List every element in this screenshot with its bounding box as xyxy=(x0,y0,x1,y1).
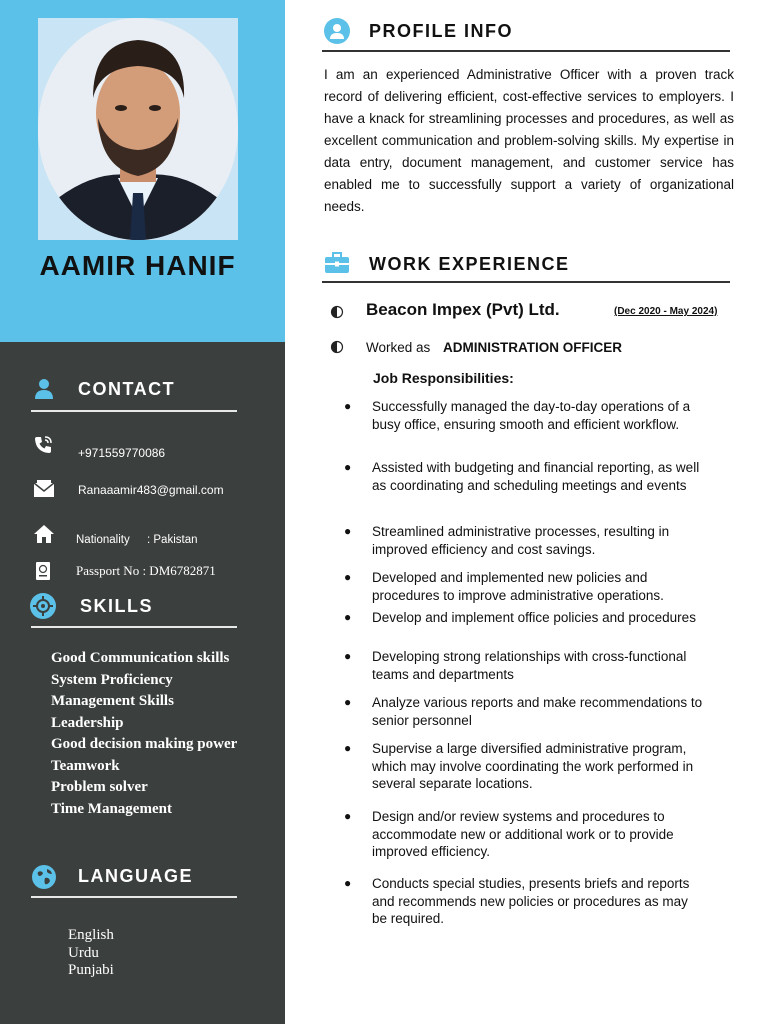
company-name: Beacon Impex (Pvt) Ltd. xyxy=(366,300,560,319)
skill-item: Teamwork xyxy=(51,757,120,774)
responsibilities-title: Job Responsibilities: xyxy=(373,370,514,386)
skill-item: Problem solver xyxy=(51,779,148,795)
home-icon xyxy=(33,524,55,549)
job-role: ADMINISTRATION OFFICER xyxy=(443,340,622,355)
passport-number: Passport No : DM6782871 xyxy=(76,563,216,578)
list-item: ● Develop and implement office policies and procedures xyxy=(344,610,696,625)
skill-item: System Proficiency xyxy=(51,671,173,688)
bullet-icon: ● xyxy=(344,809,352,823)
skills-title: SKILLS xyxy=(80,596,154,616)
language-item: Urdu xyxy=(68,944,99,961)
list-item: ● Successfully managed the day-to-day operations of a busy office, ensuring smooth and efficient workflow. xyxy=(344,399,691,432)
skills-list xyxy=(51,648,271,820)
mail-icon xyxy=(33,479,55,504)
skill-item: Good Communication skills xyxy=(51,650,230,666)
bullet-icon: ● xyxy=(344,524,352,538)
candidate-name: AAMIR HANIF xyxy=(39,250,236,281)
profile-divider xyxy=(322,50,730,52)
nationality-value: : Pakistan xyxy=(147,534,198,546)
skill-item: Good decision making power xyxy=(51,736,238,752)
list-item: ● Streamlined administrative processes, resulting in improved efficiency and cost savings. xyxy=(344,524,670,557)
language-list xyxy=(68,927,114,980)
employment-dates: (Dec 2020 - May 2024) xyxy=(614,306,718,317)
contact-email: Ranaaamir483@gmail.com xyxy=(78,483,224,497)
list-item: ● Developed and implemented new policies and procedures to improve administrative operations. xyxy=(344,570,664,603)
contact-divider xyxy=(31,410,237,412)
contact-title: CONTACT xyxy=(78,379,176,399)
language-item: Punjabi xyxy=(68,962,114,978)
work-title: WORK EXPERIENCE xyxy=(369,254,570,274)
bullet-icon: ● xyxy=(344,399,352,413)
briefcase-icon xyxy=(324,252,350,279)
contact-person-icon xyxy=(34,378,54,405)
language-item: English xyxy=(68,927,114,943)
contact-phone: +971559770086 xyxy=(78,446,166,460)
list-item: ● Supervise a large diversified administrative program, which may involve coordinating the work performed in several separate locations. xyxy=(344,741,694,791)
bullet-icon: ● xyxy=(344,695,352,709)
bullet-icon: ● xyxy=(344,610,352,624)
list-item: ● Assisted with budgeting and financial reporting, as well as coordinating and scheduling meetings and events xyxy=(344,460,700,493)
globe-icon xyxy=(31,864,57,895)
skill-item: Time Management xyxy=(51,800,172,817)
passport-icon xyxy=(35,561,51,586)
skills-divider xyxy=(31,626,237,628)
list-item: ● Design and/or review systems and procedures to accommodate new or additional work or to provide improved efficiency. xyxy=(344,809,674,859)
list-item: ● Developing strong relationships with cross-functional teams and departments xyxy=(344,649,687,682)
bullet-icon: ● xyxy=(344,649,352,663)
language-divider xyxy=(31,896,237,898)
worked-as-label: Worked as xyxy=(366,340,431,355)
bullet-icon: ● xyxy=(344,741,352,755)
language-title: LANGUAGE xyxy=(78,866,193,886)
profile-person-icon xyxy=(324,18,350,49)
phone-icon xyxy=(32,434,54,461)
work-divider xyxy=(322,281,730,283)
bullet-icon: ● xyxy=(344,570,352,584)
company-marker-icon xyxy=(330,305,344,324)
profile-photo xyxy=(38,18,238,240)
list-item: ● Analyze various reports and make recommendations to senior personnel xyxy=(344,695,703,728)
nationality-label: Nationality xyxy=(76,534,130,546)
list-item: ● Conducts special studies, presents briefs and reports and recommends new policies or procedures as may be required. xyxy=(344,876,690,926)
bullet-icon: ● xyxy=(344,460,352,474)
profile-title: PROFILE INFO xyxy=(369,21,513,41)
skill-item: Leadership xyxy=(51,714,124,731)
skills-gear-icon xyxy=(30,593,56,624)
role-marker-icon xyxy=(330,340,344,359)
bullet-icon: ● xyxy=(344,876,352,890)
profile-summary: I am an experienced Administrative Officer with a proven track record of delivering efficient, cost-effective services to employers. I have a knack for streamlining processes and procedures, as well as excellent communication and problem-solving skills. My expertise in data entry, document management, and customer service has enabled me to successfully support a variety of organizational needs. xyxy=(324,67,734,214)
skill-item: Management Skills xyxy=(51,693,174,709)
